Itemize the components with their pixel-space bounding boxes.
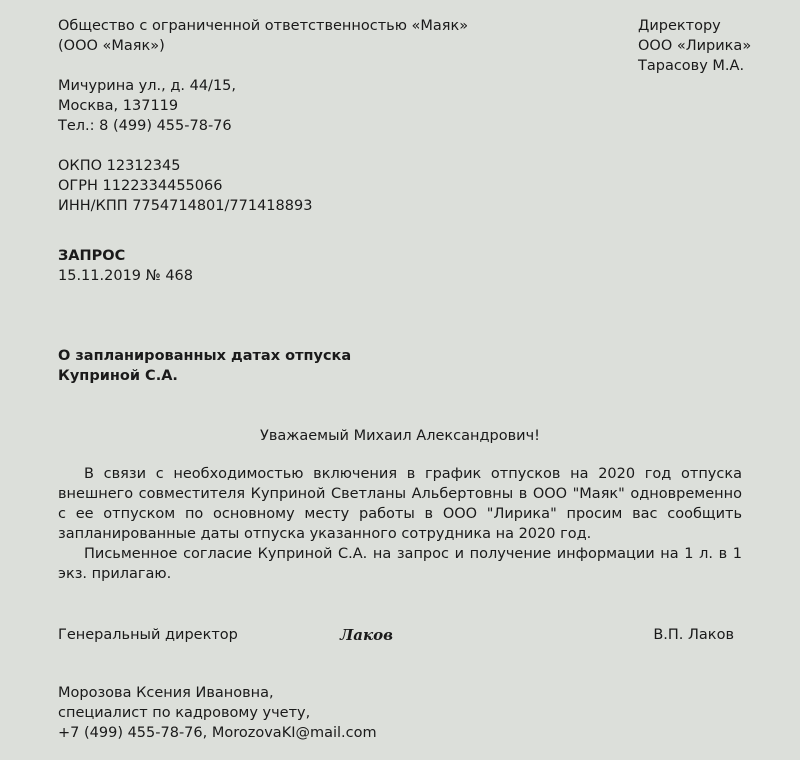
handwritten-signature: Лаков: [340, 626, 393, 644]
recipient-name: Тарасову М.А.: [638, 58, 745, 74]
sender-phone: Тел.: 8 (499) 455-78-76: [58, 118, 232, 134]
sender-okpo: ОКПО 12312345: [58, 158, 181, 174]
recipient-position: Директору: [638, 18, 721, 34]
sender-address-city: Москва, 137119: [58, 98, 179, 114]
document-subject-line2: Куприной С.А.: [58, 368, 178, 384]
sender-org-short: (ООО «Маяк»): [58, 38, 165, 54]
document-subject-line1: О запланированных датах отпуска: [58, 348, 352, 364]
sender-org-name: Общество с ограниченной ответственностью «Маяк»: [58, 18, 469, 34]
greeting: Уважаемый Михаил Александрович!: [260, 428, 540, 444]
executor-name: Морозова Ксения Ивановна,: [58, 685, 274, 701]
document-date-number: 15.11.2019 № 468: [58, 268, 193, 284]
signature-name: В.П. Лаков: [653, 627, 734, 643]
body-paragraph-1: В связи с необходимостью включения в график отпусков на 2020 год отпуска внешнего совместителя Куприной Светланы Альбертовны в ООО "Маяк" одновременно с ее отпуском по основному месту работы в ООО "Лирика" просим вас сообщить запланированные даты отпуска указанного сотрудника на 2020 год.: [58, 466, 742, 542]
sender-inn-kpp: ИНН/КПП 7754714801/771418893: [58, 198, 313, 214]
recipient-org: ООО «Лирика»: [638, 38, 752, 54]
document-type: ЗАПРОС: [58, 248, 126, 264]
sender-ogrn: ОГРН 1122334455066: [58, 178, 223, 194]
executor-contacts: +7 (499) 455-78-76, MorozovaKI@mail.com: [58, 725, 377, 741]
sender-address-street: Мичурина ул., д. 44/15,: [58, 78, 237, 94]
body-paragraph-2: Письменное согласие Куприной С.А. на запрос и получение информации на 1 л. в 1 экз. прилагаю.: [58, 546, 742, 582]
signature-title: Генеральный директор: [58, 627, 238, 643]
letter-body: [58, 464, 742, 584]
executor-position: специалист по кадровому учету,: [58, 705, 311, 721]
